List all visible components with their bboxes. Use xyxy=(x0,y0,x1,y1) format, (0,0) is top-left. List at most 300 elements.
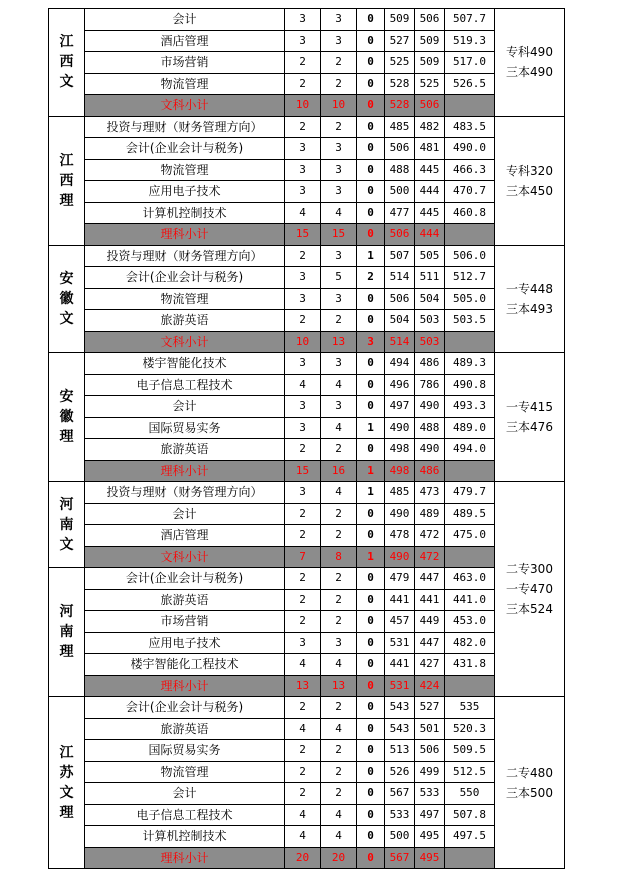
major-name: 会计(企业会计与税务) xyxy=(85,138,285,160)
min-score: 504 xyxy=(415,288,445,310)
subtotal-row xyxy=(49,224,565,246)
subtotal-row xyxy=(49,675,565,697)
table-row xyxy=(49,783,565,805)
avg-score: 431.8 xyxy=(445,654,495,676)
table-row xyxy=(49,353,565,375)
province-label: 安徽理 xyxy=(59,389,74,445)
max-score: 441 xyxy=(385,654,415,676)
cutoff-line: 一专470 xyxy=(506,582,553,596)
province-label: 河南理 xyxy=(59,604,74,660)
min-score: 501 xyxy=(415,718,445,740)
min-score: 495 xyxy=(415,826,445,848)
plan-count: 3 xyxy=(285,288,321,310)
table-row xyxy=(49,697,565,719)
major-name: 旅游英语 xyxy=(85,589,285,611)
min-score: 488 xyxy=(415,417,445,439)
avg-score: 506.0 xyxy=(445,245,495,267)
major-name: 国际贸易实务 xyxy=(85,740,285,762)
max-score: 528 xyxy=(385,95,415,117)
plan-count: 10 xyxy=(285,95,321,117)
extra-count: 0 xyxy=(357,224,385,246)
avg-score: 535 xyxy=(445,697,495,719)
max-score: 498 xyxy=(385,460,415,482)
avg-score: 463.0 xyxy=(445,568,495,590)
major-name: 计算机控制技术 xyxy=(85,202,285,224)
max-score: 498 xyxy=(385,439,415,461)
major-name: 电子信息工程技术 xyxy=(85,374,285,396)
cutoff-line: 二专480 xyxy=(506,765,553,780)
avg-score xyxy=(445,675,495,697)
table-row xyxy=(49,30,565,52)
table-row xyxy=(49,116,565,138)
extra-count: 1 xyxy=(357,460,385,482)
avg-score: 519.3 xyxy=(445,30,495,52)
admit-count: 3 xyxy=(321,353,357,375)
plan-count: 2 xyxy=(285,116,321,138)
extra-count: 0 xyxy=(357,73,385,95)
extra-count: 0 xyxy=(357,116,385,138)
cutoff-line: 专科320 xyxy=(506,163,553,178)
max-score: 533 xyxy=(385,804,415,826)
plan-count: 2 xyxy=(285,568,321,590)
admit-count: 13 xyxy=(321,675,357,697)
plan-count: 3 xyxy=(285,396,321,418)
admit-count: 4 xyxy=(321,417,357,439)
max-score: 478 xyxy=(385,525,415,547)
min-score: 486 xyxy=(415,460,445,482)
extra-count: 1 xyxy=(357,546,385,568)
extra-count: 0 xyxy=(357,310,385,332)
extra-count: 0 xyxy=(357,52,385,74)
cutoff-line: 三本490 xyxy=(506,65,553,80)
admit-count: 4 xyxy=(321,374,357,396)
min-score: 509 xyxy=(415,52,445,74)
major-name: 物流管理 xyxy=(85,288,285,310)
admission-scores-table xyxy=(48,8,565,869)
plan-count: 2 xyxy=(285,439,321,461)
extra-count: 0 xyxy=(357,138,385,160)
avg-score: 483.5 xyxy=(445,116,495,138)
plan-count: 3 xyxy=(285,138,321,160)
plan-count: 3 xyxy=(285,267,321,289)
max-score: 531 xyxy=(385,675,415,697)
subtotal-row xyxy=(49,95,565,117)
max-score: 531 xyxy=(385,632,415,654)
admit-count: 2 xyxy=(321,503,357,525)
min-score: 503 xyxy=(415,331,445,353)
major-name: 会计 xyxy=(85,9,285,31)
province-cell xyxy=(49,245,85,353)
extra-count: 1 xyxy=(357,245,385,267)
min-score: 527 xyxy=(415,697,445,719)
major-name: 理科小计 xyxy=(85,224,285,246)
avg-score xyxy=(445,224,495,246)
plan-count: 4 xyxy=(285,202,321,224)
avg-score: 512.7 xyxy=(445,267,495,289)
table-row xyxy=(49,804,565,826)
major-name: 投资与理财（财务管理方向） xyxy=(85,482,285,504)
cutoff-line: 一专448 xyxy=(506,281,553,296)
table-row xyxy=(49,417,565,439)
plan-count: 4 xyxy=(285,826,321,848)
avg-score: 482.0 xyxy=(445,632,495,654)
min-score: 445 xyxy=(415,159,445,181)
extra-count: 2 xyxy=(357,267,385,289)
cutoff-cell xyxy=(495,245,565,353)
major-name: 物流管理 xyxy=(85,761,285,783)
min-score: 503 xyxy=(415,310,445,332)
table-row xyxy=(49,310,565,332)
min-score: 490 xyxy=(415,396,445,418)
cutoff-cell xyxy=(495,697,565,869)
major-name: 会计 xyxy=(85,503,285,525)
extra-count: 0 xyxy=(357,589,385,611)
max-score: 490 xyxy=(385,503,415,525)
major-name: 市场营销 xyxy=(85,611,285,633)
avg-score xyxy=(445,847,495,869)
extra-count: 0 xyxy=(357,396,385,418)
plan-count: 2 xyxy=(285,740,321,762)
plan-count: 13 xyxy=(285,675,321,697)
min-score: 444 xyxy=(415,224,445,246)
avg-score: 497.5 xyxy=(445,826,495,848)
admit-count: 3 xyxy=(321,396,357,418)
admit-count: 3 xyxy=(321,9,357,31)
max-score: 490 xyxy=(385,546,415,568)
admit-count: 13 xyxy=(321,331,357,353)
plan-count: 20 xyxy=(285,847,321,869)
avg-score: 475.0 xyxy=(445,525,495,547)
extra-count: 0 xyxy=(357,30,385,52)
major-name: 会计(企业会计与税务) xyxy=(85,568,285,590)
avg-score: 507.8 xyxy=(445,804,495,826)
cutoff-line: 三本493 xyxy=(506,301,553,316)
admit-count: 3 xyxy=(321,30,357,52)
major-name: 计算机控制技术 xyxy=(85,826,285,848)
table-row xyxy=(49,654,565,676)
avg-score: 512.5 xyxy=(445,761,495,783)
min-score: 486 xyxy=(415,353,445,375)
extra-count: 0 xyxy=(357,202,385,224)
major-name: 应用电子技术 xyxy=(85,181,285,203)
major-name: 酒店管理 xyxy=(85,30,285,52)
plan-count: 2 xyxy=(285,589,321,611)
admit-count: 2 xyxy=(321,52,357,74)
max-score: 500 xyxy=(385,181,415,203)
plan-count: 4 xyxy=(285,718,321,740)
min-score: 481 xyxy=(415,138,445,160)
admit-count: 16 xyxy=(321,460,357,482)
max-score: 506 xyxy=(385,138,415,160)
min-score: 506 xyxy=(415,95,445,117)
table-row xyxy=(49,52,565,74)
plan-count: 2 xyxy=(285,503,321,525)
max-score: 457 xyxy=(385,611,415,633)
major-name: 市场营销 xyxy=(85,52,285,74)
plan-count: 3 xyxy=(285,353,321,375)
major-name: 电子信息工程技术 xyxy=(85,804,285,826)
table-row xyxy=(49,632,565,654)
admit-count: 2 xyxy=(321,568,357,590)
major-name: 旅游英语 xyxy=(85,718,285,740)
min-score: 511 xyxy=(415,267,445,289)
avg-score: 489.3 xyxy=(445,353,495,375)
table-row xyxy=(49,611,565,633)
avg-score: 493.3 xyxy=(445,396,495,418)
max-score: 509 xyxy=(385,9,415,31)
max-score: 543 xyxy=(385,697,415,719)
plan-count: 2 xyxy=(285,310,321,332)
province-cell xyxy=(49,697,85,869)
avg-score: 517.0 xyxy=(445,52,495,74)
cutoff-line: 三本524 xyxy=(506,602,553,616)
min-score: 533 xyxy=(415,783,445,805)
max-score: 488 xyxy=(385,159,415,181)
extra-count: 0 xyxy=(357,826,385,848)
admit-count: 4 xyxy=(321,804,357,826)
plan-count: 7 xyxy=(285,546,321,568)
table-row xyxy=(49,181,565,203)
max-score: 567 xyxy=(385,783,415,805)
province-label: 江苏文理 xyxy=(59,744,74,821)
min-score: 495 xyxy=(415,847,445,869)
plan-count: 3 xyxy=(285,482,321,504)
admit-count: 4 xyxy=(321,202,357,224)
plan-count: 2 xyxy=(285,52,321,74)
admit-count: 3 xyxy=(321,245,357,267)
major-name: 楼宇智能化工程技术 xyxy=(85,654,285,676)
min-score: 506 xyxy=(415,9,445,31)
admit-count: 4 xyxy=(321,654,357,676)
plan-count: 2 xyxy=(285,783,321,805)
min-score: 472 xyxy=(415,525,445,547)
avg-score: 509.5 xyxy=(445,740,495,762)
min-score: 525 xyxy=(415,73,445,95)
admit-count: 10 xyxy=(321,95,357,117)
max-score: 485 xyxy=(385,482,415,504)
cutoff-line: 三本476 xyxy=(506,420,553,434)
admit-count: 2 xyxy=(321,761,357,783)
table-row xyxy=(49,159,565,181)
max-score: 514 xyxy=(385,331,415,353)
max-score: 513 xyxy=(385,740,415,762)
plan-count: 2 xyxy=(285,697,321,719)
table-row xyxy=(49,73,565,95)
avg-score xyxy=(445,95,495,117)
plan-count: 2 xyxy=(285,73,321,95)
min-score: 499 xyxy=(415,761,445,783)
admit-count: 2 xyxy=(321,697,357,719)
min-score: 445 xyxy=(415,202,445,224)
extra-count: 0 xyxy=(357,718,385,740)
avg-score xyxy=(445,331,495,353)
avg-score: 526.5 xyxy=(445,73,495,95)
max-score: 485 xyxy=(385,116,415,138)
min-score: 472 xyxy=(415,546,445,568)
min-score: 786 xyxy=(415,374,445,396)
table-row xyxy=(49,718,565,740)
max-score: 514 xyxy=(385,267,415,289)
min-score: 482 xyxy=(415,116,445,138)
min-score: 506 xyxy=(415,740,445,762)
major-name: 理科小计 xyxy=(85,460,285,482)
admit-count: 4 xyxy=(321,482,357,504)
major-name: 会计(企业会计与税务) xyxy=(85,267,285,289)
avg-score: 505.0 xyxy=(445,288,495,310)
admit-count: 2 xyxy=(321,783,357,805)
min-score: 449 xyxy=(415,611,445,633)
extra-count: 0 xyxy=(357,159,385,181)
admit-count: 2 xyxy=(321,740,357,762)
plan-count: 3 xyxy=(285,181,321,203)
min-score: 473 xyxy=(415,482,445,504)
avg-score xyxy=(445,460,495,482)
plan-count: 15 xyxy=(285,224,321,246)
major-name: 投资与理财（财务管理方向） xyxy=(85,245,285,267)
extra-count: 0 xyxy=(357,804,385,826)
avg-score: 479.7 xyxy=(445,482,495,504)
major-name: 物流管理 xyxy=(85,73,285,95)
avg-score: 470.7 xyxy=(445,181,495,203)
table-row xyxy=(49,288,565,310)
major-name: 应用电子技术 xyxy=(85,632,285,654)
plan-count: 3 xyxy=(285,30,321,52)
admit-count: 4 xyxy=(321,826,357,848)
avg-score: 441.0 xyxy=(445,589,495,611)
major-name: 旅游英语 xyxy=(85,310,285,332)
avg-score: 489.5 xyxy=(445,503,495,525)
plan-count: 4 xyxy=(285,374,321,396)
avg-score: 494.0 xyxy=(445,439,495,461)
admit-count: 4 xyxy=(321,718,357,740)
admit-count: 2 xyxy=(321,589,357,611)
extra-count: 0 xyxy=(357,761,385,783)
extra-count: 0 xyxy=(357,181,385,203)
max-score: 526 xyxy=(385,761,415,783)
plan-count: 4 xyxy=(285,804,321,826)
extra-count: 0 xyxy=(357,95,385,117)
extra-count: 0 xyxy=(357,503,385,525)
major-name: 会计 xyxy=(85,396,285,418)
avg-score: 460.8 xyxy=(445,202,495,224)
province-label: 河南文 xyxy=(59,496,74,553)
max-score: 527 xyxy=(385,30,415,52)
major-name: 投资与理财（财务管理方向） xyxy=(85,116,285,138)
major-name: 旅游英语 xyxy=(85,439,285,461)
extra-count: 0 xyxy=(357,288,385,310)
table-row xyxy=(49,525,565,547)
province-cell xyxy=(49,9,85,117)
avg-score: 453.0 xyxy=(445,611,495,633)
admit-count: 2 xyxy=(321,525,357,547)
major-name: 文科小计 xyxy=(85,331,285,353)
major-name: 国际贸易实务 xyxy=(85,417,285,439)
avg-score: 489.0 xyxy=(445,417,495,439)
avg-score xyxy=(445,546,495,568)
extra-count: 0 xyxy=(357,632,385,654)
extra-count: 0 xyxy=(357,568,385,590)
cutoff-line: 二专300 xyxy=(506,562,553,576)
plan-count: 15 xyxy=(285,460,321,482)
extra-count: 0 xyxy=(357,611,385,633)
province-cell xyxy=(49,568,85,697)
plan-count: 2 xyxy=(285,611,321,633)
admit-count: 3 xyxy=(321,181,357,203)
table-row xyxy=(49,245,565,267)
subtotal-row xyxy=(49,546,565,568)
admit-count: 2 xyxy=(321,73,357,95)
major-name: 酒店管理 xyxy=(85,525,285,547)
extra-count: 0 xyxy=(357,374,385,396)
min-score: 441 xyxy=(415,589,445,611)
min-score: 509 xyxy=(415,30,445,52)
extra-count: 0 xyxy=(357,697,385,719)
min-score: 447 xyxy=(415,632,445,654)
major-name: 物流管理 xyxy=(85,159,285,181)
cutoff-line: 三本450 xyxy=(506,183,553,198)
table-row xyxy=(49,826,565,848)
table-row xyxy=(49,503,565,525)
max-score: 500 xyxy=(385,826,415,848)
avg-score: 550 xyxy=(445,783,495,805)
admit-count: 3 xyxy=(321,632,357,654)
extra-count: 0 xyxy=(357,439,385,461)
extra-count: 0 xyxy=(357,740,385,762)
table-row xyxy=(49,761,565,783)
extra-count: 0 xyxy=(357,525,385,547)
avg-score: 520.3 xyxy=(445,718,495,740)
max-score: 506 xyxy=(385,288,415,310)
cutoff-line: 三本500 xyxy=(506,785,553,800)
table-row xyxy=(49,740,565,762)
major-name: 理科小计 xyxy=(85,675,285,697)
min-score: 427 xyxy=(415,654,445,676)
table-row xyxy=(49,396,565,418)
subtotal-row xyxy=(49,460,565,482)
province-label: 江西文 xyxy=(59,34,74,91)
province-label: 江西理 xyxy=(59,152,74,209)
plan-count: 2 xyxy=(285,761,321,783)
max-score: 496 xyxy=(385,374,415,396)
major-name: 会计(企业会计与税务) xyxy=(85,697,285,719)
max-score: 567 xyxy=(385,847,415,869)
table-row xyxy=(49,589,565,611)
max-score: 504 xyxy=(385,310,415,332)
subtotal-row xyxy=(49,847,565,869)
province-cell xyxy=(49,482,85,568)
extra-count: 3 xyxy=(357,331,385,353)
extra-count: 0 xyxy=(357,353,385,375)
admit-count: 2 xyxy=(321,611,357,633)
province-cell xyxy=(49,353,85,482)
plan-count: 4 xyxy=(285,654,321,676)
max-score: 507 xyxy=(385,245,415,267)
max-score: 528 xyxy=(385,73,415,95)
max-score: 494 xyxy=(385,353,415,375)
table-row xyxy=(49,439,565,461)
plan-count: 10 xyxy=(285,331,321,353)
plan-count: 3 xyxy=(285,9,321,31)
extra-count: 0 xyxy=(357,675,385,697)
table-row xyxy=(49,202,565,224)
table-row xyxy=(49,267,565,289)
max-score: 477 xyxy=(385,202,415,224)
major-name: 理科小计 xyxy=(85,847,285,869)
avg-score: 490.0 xyxy=(445,138,495,160)
max-score: 490 xyxy=(385,417,415,439)
min-score: 444 xyxy=(415,181,445,203)
table-row xyxy=(49,138,565,160)
